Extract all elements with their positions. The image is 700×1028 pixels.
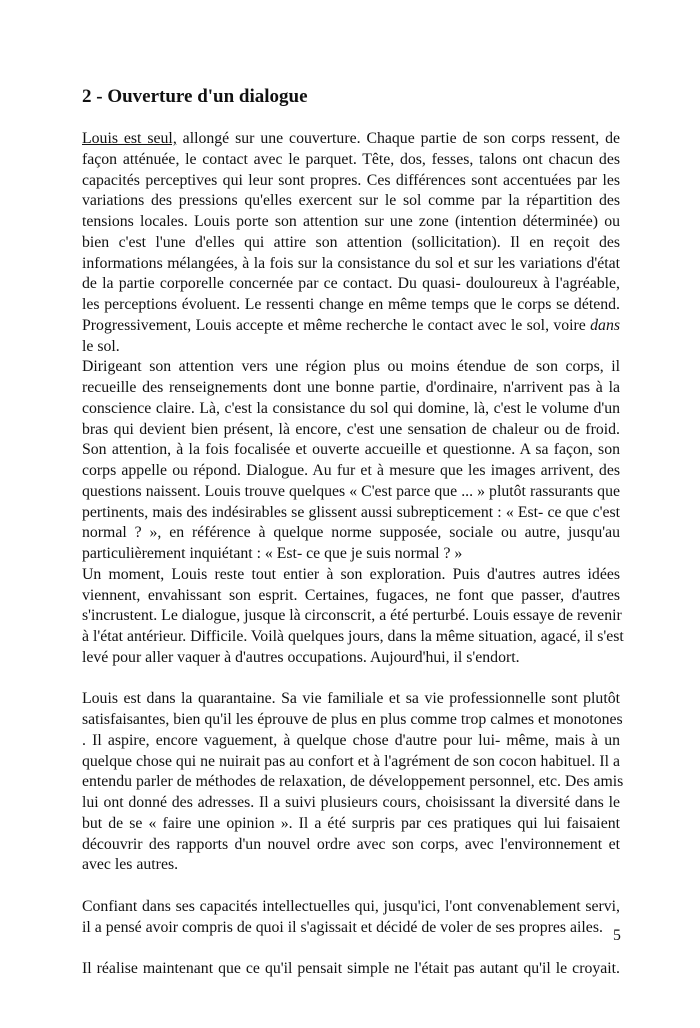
text-segment: les perceptions évoluent. Le ressenti change en même temps que le corps se détend. (82, 296, 620, 313)
text-segment: entendu parler de méthodes de relaxation, de développement personnel, etc. Des amis (82, 773, 624, 791)
text-segment: viennent, envahissant son esprit. Certaines, fugaces, ne font que passer, d'autres (82, 586, 620, 604)
italic-text: dans (590, 316, 620, 334)
text-segment: tensions locales. Louis porte son attention sur une zone (intention déterminée) ou (82, 213, 620, 230)
text-line (82, 420, 620, 441)
text-line (82, 440, 620, 461)
text-segment: façon atténuée, le contact avec le parquet. Tête, dos, fesses, talons ont chacun des (82, 150, 620, 168)
text-line (82, 689, 620, 710)
text-line (82, 233, 620, 254)
text-line (82, 772, 624, 793)
text-line (82, 793, 620, 814)
text-line (82, 191, 620, 212)
paragraph (82, 357, 620, 565)
text-segment: lui ont donné des adresses. Il a suivi plusieurs cours, choisissant la diversité dans le (82, 794, 620, 811)
paragraph (82, 959, 620, 980)
text-segment: Son attention, à la fois focalisée et ouverte accueille et questionne. A sa façon, son (82, 441, 620, 459)
text-line (82, 544, 620, 565)
text-segment: Progressivement, Louis accepte et même recherche le contact avec le sol, voire (82, 316, 591, 334)
text-line (82, 897, 620, 918)
paragraph (82, 689, 624, 876)
text-line (82, 337, 620, 358)
text-line (82, 710, 623, 731)
text-segment: satisfaisantes, bien qu'il les éprouve de plus en plus comme trop calmes et monotones (82, 711, 623, 728)
text-segment: recueille des renseignements dont une bonne partie, d'ordinaire, n'arrivent pas à la (82, 379, 620, 396)
text-segment: . Il aspire, encore vaguement, à quelque chose d'autre pour lui- même, mais à un (82, 731, 620, 749)
text-line (82, 295, 620, 316)
text-line (82, 316, 620, 337)
text-line (82, 606, 620, 627)
text-segment: Confiant dans ses capacités intellectuelles qui, jusqu'ici, l'ont convenablement servi, (82, 897, 620, 915)
text-segment: bras qui devient bien présent, là encore, c'est une sensation de chaleur ou de froid. (82, 420, 620, 438)
text-line (82, 482, 620, 503)
text-line (82, 959, 620, 980)
text-line (82, 565, 620, 586)
text-segment: Dirigeant son attention vers une région plus ou moins étendue de son corps, il (82, 358, 620, 376)
text-line (82, 918, 620, 939)
text-segment: particulièrement inquiétant : « Est- ce que je suis normal ? » (82, 545, 463, 562)
text-line (82, 274, 620, 295)
text-segment: normal ? », en référence à quelque norme supposée, sociale ou autre, jusqu'au (82, 524, 620, 542)
text-segment: questions naissent. Louis trouve quelques « C'est parce que ... » plutôt rassurants que (82, 482, 620, 500)
text-segment: informations mélangées, à la fois sur la consistance du sol et sur les variations d'état (82, 254, 620, 272)
text-segment: conscience claire. Là, c'est la consistance du sol qui domine, là, c'est le volume d'un (82, 399, 620, 417)
text-segment: s'incrustent. Le dialogue, jusque là circonscrit, a été perturbé. Louis essaye de revenir (82, 607, 622, 625)
page-number: 5 (613, 927, 621, 944)
text-line (82, 129, 620, 150)
text-line (82, 254, 620, 275)
text-line (82, 814, 620, 835)
text-segment: à l'état antérieur. Difficile. Voilà quelques jours, dans la même situation, agacé, il s'est (82, 628, 624, 645)
paragraph (82, 565, 624, 669)
document-body (82, 129, 624, 980)
text-line (82, 461, 620, 482)
text-line (82, 150, 620, 171)
text-segment: avec les autres. (82, 856, 179, 874)
section-heading: 2 - Ouverture d'un dialogue (82, 86, 308, 107)
text-segment: variations des pressions qu'elles exercent sur le sol comme par la répartition des (82, 192, 620, 210)
text-segment: pertinents, mais des indésirables se glissent aussi subrepticement : « Est- ce que c'est (82, 503, 620, 521)
text-line (82, 752, 620, 773)
text-line (82, 503, 620, 524)
text-line (82, 399, 620, 420)
text-segment: bien c'est l'une d'elles qui attire son attention (sollicitation). Il en reçoit des (82, 233, 620, 251)
text-segment: Un moment, Louis reste tout entier à son exploration. Puis d'autres autres idées (82, 565, 620, 583)
text-line (82, 731, 620, 752)
text-segment: levé pour aller vaquer à d'autres occupations. Aujourd'hui, il s'endort. (82, 648, 520, 666)
text-line (82, 357, 620, 378)
text-line (82, 648, 620, 669)
text-segment: allongé sur une couverture. Chaque partie de son corps ressent, de (176, 130, 620, 147)
paragraph (82, 897, 620, 939)
text-line (82, 523, 620, 544)
text-segment: de la partie corporelle concernée par ce contact. Du quasi- douloureux à l'agréable, (82, 275, 620, 293)
text-line (82, 378, 620, 399)
paragraph-spacer (82, 669, 620, 690)
paragraph-spacer (82, 938, 620, 959)
text-segment: quelque chose qui ne nuirait pas au confort et à l'agrément de son cocon habituel. Il a (82, 752, 620, 770)
text-line (82, 586, 620, 607)
text-segment: Louis est dans la quarantaine. Sa vie familiale et sa vie professionnelle sont plutôt (82, 690, 620, 708)
text-segment: il a pensé avoir compris de quoi il s'agissait et décidé de voler de ses propres ailes. (82, 918, 603, 936)
text-segment: corps appelle ou répond. Dialogue. Au fur et à mesure que les images arrivent, des (82, 462, 620, 479)
text-line (82, 212, 620, 233)
text-segment: capacités perceptives qui leur sont propres. Ces différences sont accentuées par les (82, 171, 620, 189)
text-line (82, 855, 620, 876)
text-segment: découvrir des rapports d'un nouvel ordre avec son corps, avec l'environnement et (82, 835, 620, 853)
text-line (82, 627, 624, 648)
paragraph (82, 129, 620, 357)
underlined-text: Louis est seul, (82, 130, 177, 147)
paragraph-spacer (82, 876, 620, 897)
text-line (82, 171, 620, 192)
text-line (82, 835, 620, 856)
text-segment: Il réalise maintenant que ce qu'il pensait simple ne l'était pas autant qu'il le croyait. (82, 960, 620, 977)
text-segment: le sol. (82, 337, 120, 355)
text-segment: but de se « faire une opinion ». Il a été surpris par ces pratiques qui lui faisaient (82, 814, 620, 832)
